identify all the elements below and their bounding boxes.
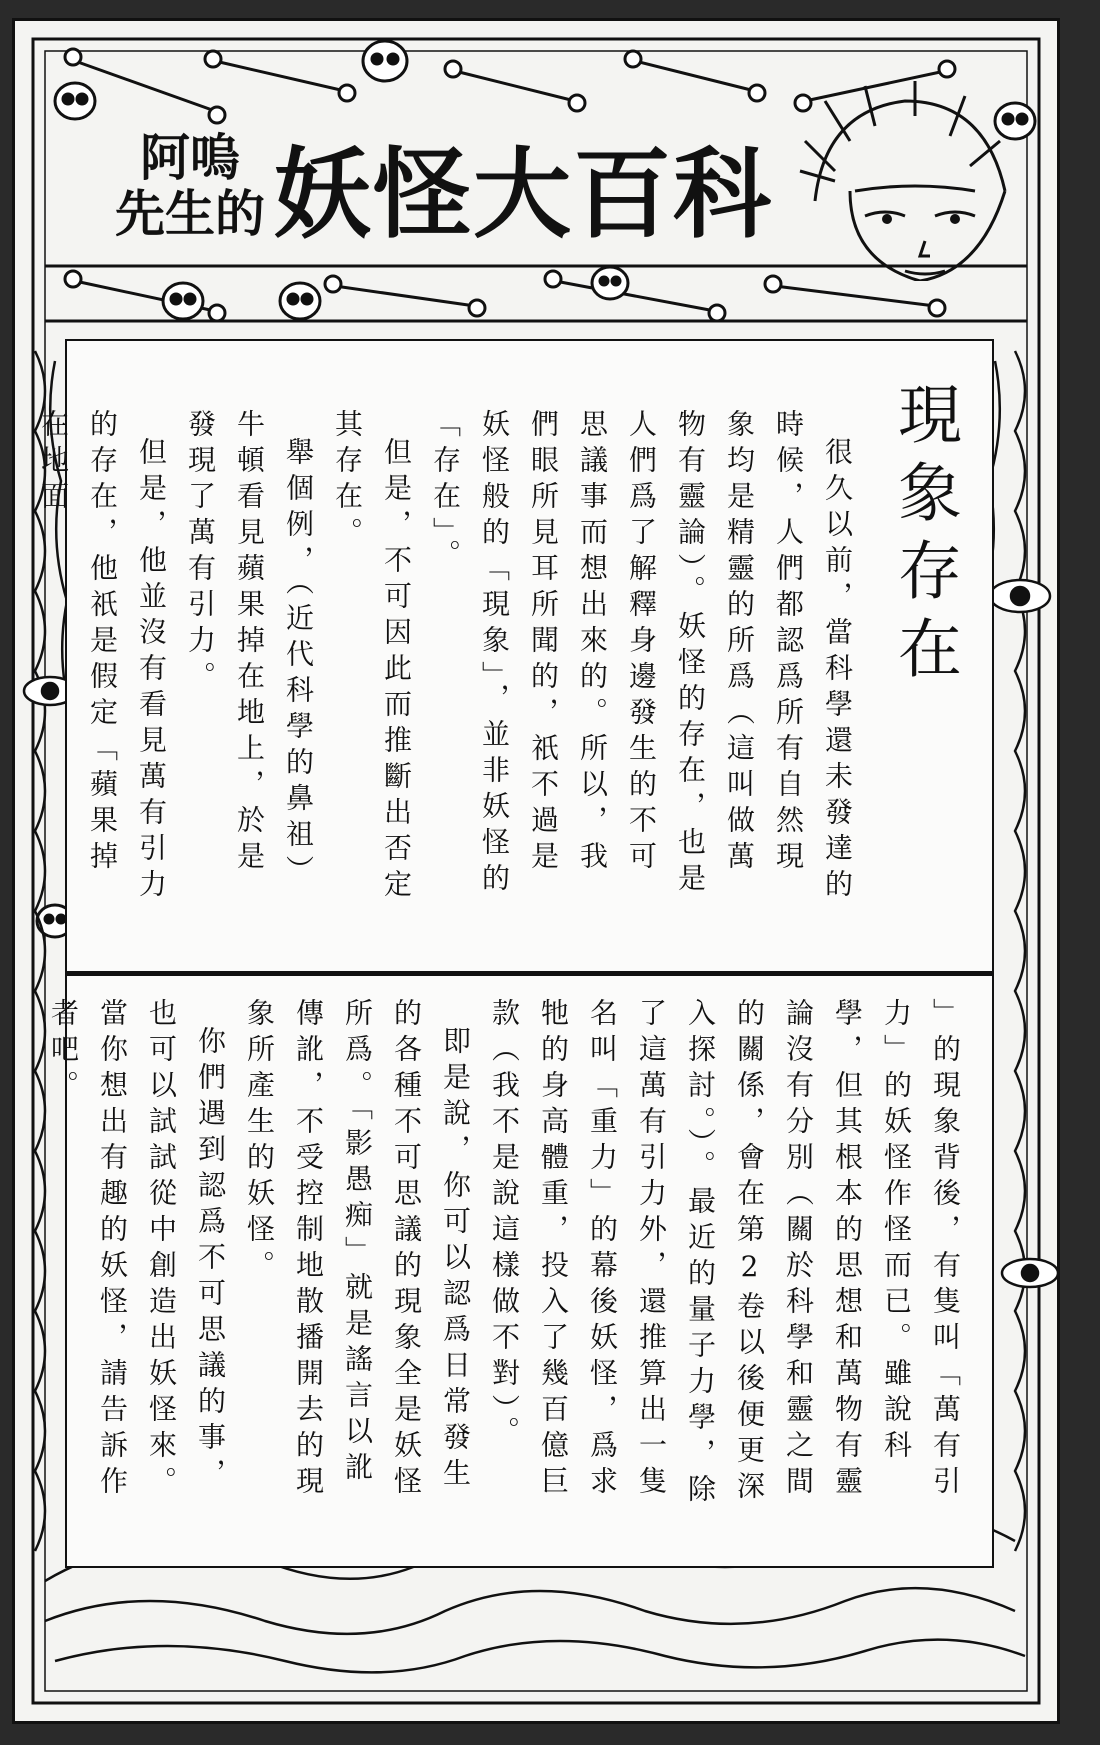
skull-icon [363,41,407,81]
subtitle-line-2: 先生的 [115,185,265,243]
title-banner [115,116,795,256]
lower-text-panel [47,973,994,1568]
title-prefix [115,130,265,242]
lower-body-text [47,998,970,1518]
paragraph: 但是，不可因此而推斷出否定其存在。 [331,409,413,905]
paragraph: 但是，他並沒有看見萬有引力的存在，他祇是假定「蘋果掉在地面 [37,409,168,905]
paragraph: 舉個例，（近代科學的鼻祖）牛頓看見蘋果掉在地上，於是發現了萬有引力。 [184,409,315,891]
manga-page [12,18,1060,1724]
subtitle-line-1: 阿嗚 [140,129,240,187]
paragraph: 」的現象背後，有隻叫「萬有引力」的妖怪作怪而已。雖說科學，但其根本的思想和萬物有靈論沒有分別（關於科學和靈之間的關係，會在第2卷以後便更深入探討。）。最近的量子力學，除了這萬有引力外，還推算出一隻名叫「重力」的幕後妖怪，爲求牠的身高體重，投入了幾百億巨款（我不是說這樣做不對）。 [488,998,962,1510]
section-heading: 現象存在 [887,381,961,693]
paragraph: 即是說，你可以認爲日常發生的各種不可思議的現象全是妖怪所爲。「影愚痴」就是謠言以訛傳訛，不受控制地散播開去的現象所產生的妖怪。 [243,998,472,1502]
character-portrait [795,81,1015,281]
upper-text-panel [37,339,994,973]
main-title: 妖怪大百科 [273,137,774,252]
upper-body-text [37,409,862,909]
paragraph: 很久以前，當科學還未發達的時候，人們都認爲所有自然現象均是精靈的所爲（這叫做萬物有靈論）。妖怪的存在，也是人們爲了解釋身邊發生的不可思議事而想出來的。所以，我們眼所見耳所聞的，祇不過是妖怪般的「現象」，並非妖怪的「存在」。 [429,409,854,905]
eye-icon [990,580,1050,612]
paragraph: 你們遇到認爲不可思議的事，也可以試試從中創造出妖怪來。當你想出有趣的妖怪，請告訴作者吧。 [47,998,227,1502]
